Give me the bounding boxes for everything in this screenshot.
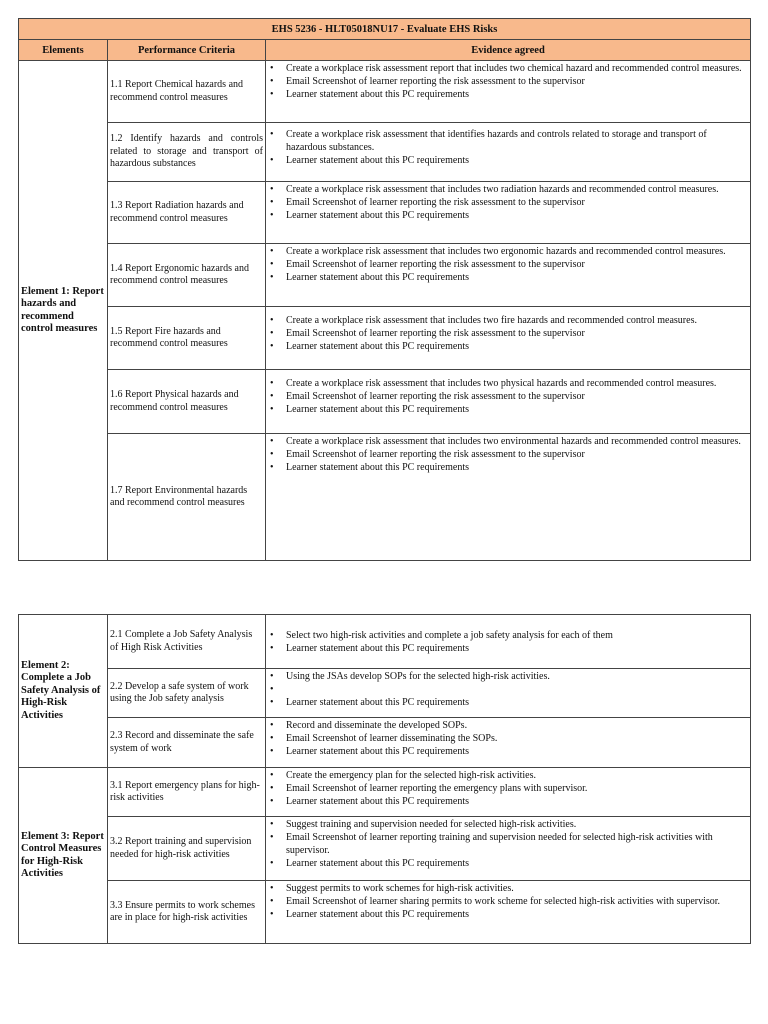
evidence-item: • Create a workplace risk assessment that includes two physical hazards and recommended control measures.: [286, 377, 746, 390]
evidence-item: • Learner statement about this PC requirements: [286, 745, 746, 758]
header-evidence-agreed: Evidence agreed: [266, 40, 751, 61]
evidence-3-2: [266, 817, 751, 881]
evidence-item: • Email Screenshot of learner sharing permits to work scheme for selected high-risk activities with supervisor.: [286, 895, 746, 908]
evidence-item: • Email Screenshot of learner reporting the emergency plans with supervisor.: [286, 782, 746, 795]
header-performance-criteria: Performance Criteria: [108, 40, 266, 61]
pc-3-1: 3.1 Report emergency plans for high-risk activities: [108, 768, 266, 817]
evidence-item: • Learner statement about this PC requirements: [286, 795, 746, 808]
pc-2-3: 2.3 Record and disseminate the safe system of work: [108, 718, 266, 768]
pc-2-2: 2.2 Develop a safe system of work using the Job safety analysis: [108, 669, 266, 718]
pc-1-6: 1.6 Report Physical hazards and recommend control measures: [108, 370, 266, 434]
evaluation-table-part-2: [18, 614, 751, 944]
evidence-item: • Create a workplace risk assessment that includes two environmental hazards and recommended control measures.: [286, 435, 746, 448]
evidence-2-1: [266, 615, 751, 669]
pc-1-7: 1.7 Report Environmental hazards and recommend control measures: [108, 434, 266, 561]
evidence-item: • Email Screenshot of learner reporting the risk assessment to the supervisor: [286, 390, 746, 403]
evidence-item: • Create the emergency plan for the selected high-risk activities.: [286, 769, 746, 782]
element-1-label: Element 1: Report hazards and recommend control measures: [19, 61, 108, 561]
table-title: EHS 5236 - HLT05018NU17 - Evaluate EHS Risks: [19, 19, 751, 40]
evidence-item: • Record and disseminate the developed SOPs.: [286, 719, 746, 732]
evidence-item: • Learner statement about this PC requirements: [286, 908, 746, 921]
pc-1-3: 1.3 Report Radiation hazards and recommend control measures: [108, 182, 266, 244]
evidence-item: • Suggest training and supervision needed for selected high-risk activities.: [286, 818, 746, 831]
evidence-item: • Learner statement about this PC requirements: [286, 154, 746, 167]
evidence-item: • Learner statement about this PC requirements: [286, 857, 746, 870]
evidence-item: • Learner statement about this PC requirements: [286, 340, 746, 353]
evidence-item: • Learner statement about this PC requirements: [286, 403, 746, 416]
evidence-3-3: [266, 881, 751, 944]
evidence-item: • Learner statement about this PC requirements: [286, 209, 746, 222]
evidence-1-1: [266, 61, 751, 123]
evidence-item: • Create a workplace risk assessment report that includes two chemical hazard and recommended control measures.: [286, 62, 746, 75]
evidence-item: • Email Screenshot of learner reporting training and supervision needed for selected high-risk activities with supervisor.: [286, 831, 746, 857]
evidence-item: • Learner statement about this PC requirements: [286, 696, 746, 709]
evidence-item: • Create a workplace risk assessment that includes two fire hazards and recommended control measures.: [286, 314, 746, 327]
evidence-item: • Create a workplace risk assessment that includes two ergonomic hazards and recommended control measures.: [286, 245, 746, 258]
evidence-1-5: [266, 307, 751, 370]
evidence-item: • Create a workplace risk assessment that identifies hazards and controls related to storage and transport of hazardous substances.: [286, 128, 746, 154]
pc-1-4: 1.4 Report Ergonomic hazards and recommend control measures: [108, 244, 266, 307]
pc-3-3: 3.3 Ensure permits to work schemes are in place for high-risk activities: [108, 881, 266, 944]
evidence-item: • Create a workplace risk assessment that includes two radiation hazards and recommended control measures.: [286, 183, 746, 196]
evidence-2-3: [266, 718, 751, 768]
evidence-1-7: [266, 434, 751, 561]
evidence-item: • Using the JSAs develop SOPs for the selected high-risk activities.: [286, 670, 746, 683]
evidence-item: • Email Screenshot of learner reporting the risk assessment to the supervisor: [286, 196, 746, 209]
evidence-item: • Email Screenshot of learner reporting the risk assessment to the supervisor: [286, 327, 746, 340]
evidence-item: • Select two high-risk activities and complete a job safety analysis for each of them: [286, 629, 746, 642]
evidence-item: • Email Screenshot of learner disseminating the SOPs.: [286, 732, 746, 745]
evidence-1-2: [266, 123, 751, 182]
evidence-item: • Learner statement about this PC requirements: [286, 271, 746, 284]
element-3-label: Element 3: Report Control Measures for High-Risk Activities: [19, 768, 108, 944]
element-2-label: Element 2: Complete a Job Safety Analysis of High-Risk Activities: [19, 615, 108, 768]
evidence-item: • Email Screenshot of learner reporting the risk assessment to the supervisor: [286, 75, 746, 88]
pc-3-2: 3.2 Report training and supervision needed for high-risk activities: [108, 817, 266, 881]
evidence-3-1: [266, 768, 751, 817]
evidence-item: • Learner statement about this PC requirements: [286, 461, 746, 474]
pc-1-2: 1.2 Identify hazards and controls related to storage and transport of hazardous substances: [108, 123, 266, 182]
evidence-item: • Email Screenshot of learner reporting the risk assessment to the supervisor: [286, 258, 746, 271]
evidence-1-3: [266, 182, 751, 244]
evaluation-table-part-1: [18, 18, 751, 561]
pc-2-1: 2.1 Complete a Job Safety Analysis of High Risk Activities: [108, 615, 266, 669]
evidence-item: • Learner statement about this PC requirements: [286, 642, 746, 655]
evidence-1-4: [266, 244, 751, 307]
pc-1-5: 1.5 Report Fire hazards and recommend control measures: [108, 307, 266, 370]
header-elements: Elements: [19, 40, 108, 61]
evidence-1-6: [266, 370, 751, 434]
evidence-item: • Email Screenshot of learner reporting the risk assessment to the supervisor: [286, 448, 746, 461]
pc-1-1: 1.1 Report Chemical hazards and recommend control measures: [108, 61, 266, 123]
evidence-item: • Suggest permits to work schemes for high-risk activities.: [286, 882, 746, 895]
evidence-item: • Learner statement about this PC requirements: [286, 88, 746, 101]
evidence-2-2: [266, 669, 751, 718]
